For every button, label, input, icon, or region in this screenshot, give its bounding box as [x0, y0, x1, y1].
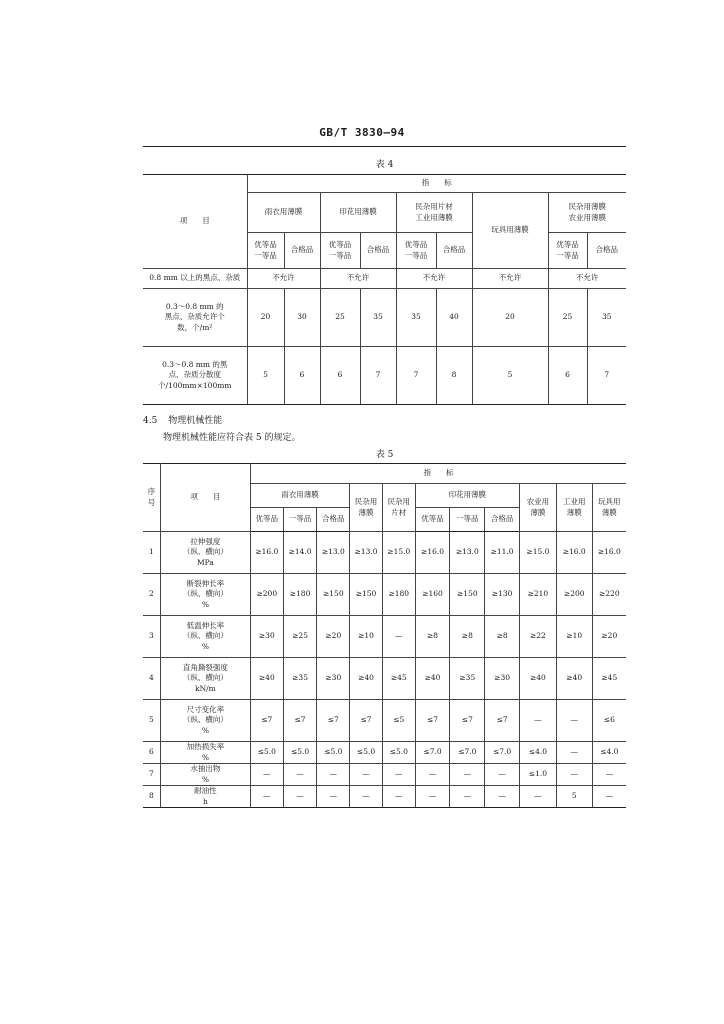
table5-cell: ≥210 [519, 574, 556, 616]
table5-row-label: 加热损失率 % [160, 742, 250, 764]
table5-cell: ≥20 [317, 616, 350, 658]
table4-cell: 不允许 [472, 269, 548, 289]
table5-title: 表 5 [375, 450, 394, 460]
table5-cell: ≤1.0 [519, 764, 556, 786]
table5-cell: ≥180 [382, 574, 415, 616]
table5-cell: ≥15.0 [382, 532, 415, 574]
table5-cell: ≤5.0 [250, 742, 283, 764]
section-title: 物理机械性能 [168, 416, 223, 426]
table5-cell: ≥20 [592, 616, 626, 658]
table5-cell: ≥35 [450, 658, 485, 700]
section-heading [143, 413, 222, 426]
table4-cell: 不允许 [548, 269, 626, 289]
table5-row-label: 尺寸变化率 （纵、横向） % [160, 700, 250, 742]
table4-title: 表 4 [375, 160, 394, 170]
table5-cell: ≤5 [382, 700, 415, 742]
table4-cell: 6 [284, 347, 320, 405]
table5-row-number: 8 [143, 786, 160, 808]
table4-cell: 35 [360, 289, 396, 347]
table5-cell: — [317, 764, 350, 786]
page-header: GB/T 3830—94 [319, 126, 405, 139]
table5-cell: — [556, 764, 592, 786]
table5-cell: ≥150 [450, 574, 485, 616]
table5-cell: — [519, 700, 556, 742]
table4-cell: 7 [587, 347, 626, 405]
table5-cell: ≥8 [485, 616, 520, 658]
table5-cell: ≤5.0 [382, 742, 415, 764]
table5-row-number: 6 [143, 742, 160, 764]
table5-cell: ≥45 [382, 658, 415, 700]
table4-cell: 30 [284, 289, 320, 347]
table5-cell: ≤7 [415, 700, 450, 742]
table5-cell: — [283, 786, 317, 808]
table5-cell: ≤5.0 [317, 742, 350, 764]
table5-cell: — [382, 786, 415, 808]
table5-cell: — [350, 786, 383, 808]
table5-cell: ≤7.0 [415, 742, 450, 764]
table5-cell: — [592, 764, 626, 786]
table5-cell: ≥22 [519, 616, 556, 658]
table4-cell: 5 [472, 347, 548, 405]
table5-cell: ≥200 [556, 574, 592, 616]
table4-grade: 优等品 一等品 [247, 233, 284, 269]
table4-cell: 8 [436, 347, 472, 405]
table5-row-number: 2 [143, 574, 160, 616]
table5-grade: 合格品 [485, 508, 520, 532]
table4 [143, 174, 626, 405]
table4-cell: 40 [436, 289, 472, 347]
table5-cell: — [556, 700, 592, 742]
table5-cell: ≥15.0 [519, 532, 556, 574]
table5-cell: ≤7 [317, 700, 350, 742]
table4-cell: 不允许 [320, 269, 396, 289]
table5-cell: ≥13.0 [317, 532, 350, 574]
table4-group-header: 指 标 [247, 175, 626, 193]
table5-cell: ≥40 [350, 658, 383, 700]
table5-cell: ≥220 [592, 574, 626, 616]
table5-cell: ≥200 [250, 574, 283, 616]
table4-grade: 优等品 一等品 [396, 233, 436, 269]
table5-cell: ≤6 [592, 700, 626, 742]
table5-seq-header: 序 号 [143, 464, 160, 532]
table4-category: 玩具用薄膜 [472, 193, 548, 269]
table5-cell: ≤7.0 [485, 742, 520, 764]
table5-cell: ≥45 [592, 658, 626, 700]
table5-category: 印花用薄膜 [415, 484, 519, 508]
table5-row-label: 水抽出物 % [160, 764, 250, 786]
table5-cell: — [350, 764, 383, 786]
table5-cell: ≤4.0 [592, 742, 626, 764]
table4-grade: 优等品 一等品 [320, 233, 360, 269]
table5-cell: ≥40 [415, 658, 450, 700]
table4-cell: 6 [548, 347, 587, 405]
table4-grade: 合格品 [284, 233, 320, 269]
table4-category: 民杂用薄膜 农业用薄膜 [548, 193, 626, 233]
table5-cell: ≥8 [450, 616, 485, 658]
table5-cell: ≤4.0 [519, 742, 556, 764]
table5-cell: ≥10 [350, 616, 383, 658]
table4-cell: 5 [247, 347, 284, 405]
table5-category: 民杂用 薄膜 [350, 484, 383, 532]
table5-row-label: 断裂伸长率 （纵、横向） % [160, 574, 250, 616]
table4-row-label: 0.8 mm 以上的黑点、杂质 [143, 269, 247, 289]
table4-cell: 7 [396, 347, 436, 405]
table5-row-number: 5 [143, 700, 160, 742]
table5-cell: ≥16.0 [592, 532, 626, 574]
table5-category: 玩具用 薄膜 [592, 484, 626, 532]
table4-grade: 合格品 [360, 233, 396, 269]
table5-cell: ≤7.0 [450, 742, 485, 764]
table5-cell: ≥13.0 [450, 532, 485, 574]
table5-grade: 优等品 [250, 508, 283, 532]
table5-cell: ≤7 [450, 700, 485, 742]
table5-grade: 一等品 [450, 508, 485, 532]
table5-cell: ≥25 [283, 616, 317, 658]
table5-item-header: 项 目 [160, 464, 250, 532]
table5-cell: ≥11.0 [485, 532, 520, 574]
table5-cell: ≥160 [415, 574, 450, 616]
table4-cell: 25 [548, 289, 587, 347]
table5-cell: — [592, 786, 626, 808]
table5-grade: 一等品 [283, 508, 317, 532]
table5-row-label: 拉伸强度 （纵、横向） MPa [160, 532, 250, 574]
table5-cell: 5 [556, 786, 592, 808]
table5-grade: 优等品 [415, 508, 450, 532]
table5-row-number: 7 [143, 764, 160, 786]
table5-cell: — [382, 616, 415, 658]
table5-row-number: 1 [143, 532, 160, 574]
table5-category: 农业用 薄膜 [519, 484, 556, 532]
table4-cell: 25 [320, 289, 360, 347]
table4-cell: 20 [472, 289, 548, 347]
table5-cell: ≥16.0 [415, 532, 450, 574]
table5-row-label: 低温伸长率 （纵、横向） % [160, 616, 250, 658]
table5-cell: ≤5.0 [283, 742, 317, 764]
table4-grade: 优等品 一等品 [548, 233, 587, 269]
table4-cell: 不允许 [396, 269, 472, 289]
table5-cell: ≥14.0 [283, 532, 317, 574]
table5-category: 民杂用 片材 [382, 484, 415, 532]
table4-cell: 7 [360, 347, 396, 405]
table5-cell: ≥8 [415, 616, 450, 658]
table5-cell: ≥40 [250, 658, 283, 700]
table5-cell: ≥40 [556, 658, 592, 700]
table5-cell: — [317, 786, 350, 808]
table5-cell: — [250, 786, 283, 808]
table5-category: 雨衣用薄膜 [250, 484, 349, 508]
section-number: 4.5 [143, 416, 158, 426]
table5-row-label: 直角撕裂强度 （纵、横向） kN/m [160, 658, 250, 700]
table4-cell: 不允许 [247, 269, 320, 289]
table5-cell: ≤7 [250, 700, 283, 742]
table5-cell: — [450, 764, 485, 786]
table4-item-header: 项 目 [143, 175, 247, 269]
table5-cell: — [250, 764, 283, 786]
table5-cell: ≥16.0 [556, 532, 592, 574]
table5-cell: ≥150 [317, 574, 350, 616]
table5-cell: ≥30 [250, 616, 283, 658]
table5-cell: ≤7 [485, 700, 520, 742]
table4-cell: 35 [587, 289, 626, 347]
table4-cell: 35 [396, 289, 436, 347]
table5-cell: ≥150 [350, 574, 383, 616]
table5-row-label: 耐油性 h [160, 786, 250, 808]
table5-cell: — [415, 764, 450, 786]
table5-cell: — [382, 764, 415, 786]
table5-cell: ≤5.0 [350, 742, 383, 764]
table5-row-number: 4 [143, 658, 160, 700]
table4-cell: 20 [247, 289, 284, 347]
table4-category: 民杂用片材 工业用薄膜 [396, 193, 472, 233]
table5-cell: — [556, 742, 592, 764]
table5-cell: ≥13.0 [350, 532, 383, 574]
table5-cell: ≥16.0 [250, 532, 283, 574]
table5-cell: ≤7 [283, 700, 317, 742]
table5-category: 工业用 薄膜 [556, 484, 592, 532]
header-rule [143, 146, 626, 147]
table5-grade: 合格品 [317, 508, 350, 532]
table5-cell: — [415, 786, 450, 808]
table4-row-label: 0.3～0.8 mm 的 黑点、杂质允许个 数，个/m² [143, 289, 247, 347]
table5-group-header: 指 标 [250, 464, 626, 484]
table5 [143, 463, 626, 808]
table4-row-label: 0.3～0.8 mm 的黑 点、杂质分散度 个/100mm×100mm [143, 347, 247, 405]
table5-cell: ≥130 [485, 574, 520, 616]
table4-category: 雨衣用薄膜 [247, 193, 320, 233]
table5-cell: — [283, 764, 317, 786]
table5-cell: ≥30 [317, 658, 350, 700]
table4-grade: 合格品 [587, 233, 626, 269]
table5-cell: — [485, 786, 520, 808]
table4-grade: 合格品 [436, 233, 472, 269]
table5-cell: ≥40 [519, 658, 556, 700]
section-text: 物理机械性能应符合表 5 的规定。 [163, 433, 301, 443]
table4-category: 印花用薄膜 [320, 193, 396, 233]
table5-cell: — [450, 786, 485, 808]
table5-cell: ≥30 [485, 658, 520, 700]
table5-cell: — [485, 764, 520, 786]
table5-cell: ≤7 [350, 700, 383, 742]
table5-row-number: 3 [143, 616, 160, 658]
table5-cell: ≥35 [283, 658, 317, 700]
table5-cell: — [519, 786, 556, 808]
table4-cell: 6 [320, 347, 360, 405]
table5-cell: ≥180 [283, 574, 317, 616]
table5-cell: ≥10 [556, 616, 592, 658]
